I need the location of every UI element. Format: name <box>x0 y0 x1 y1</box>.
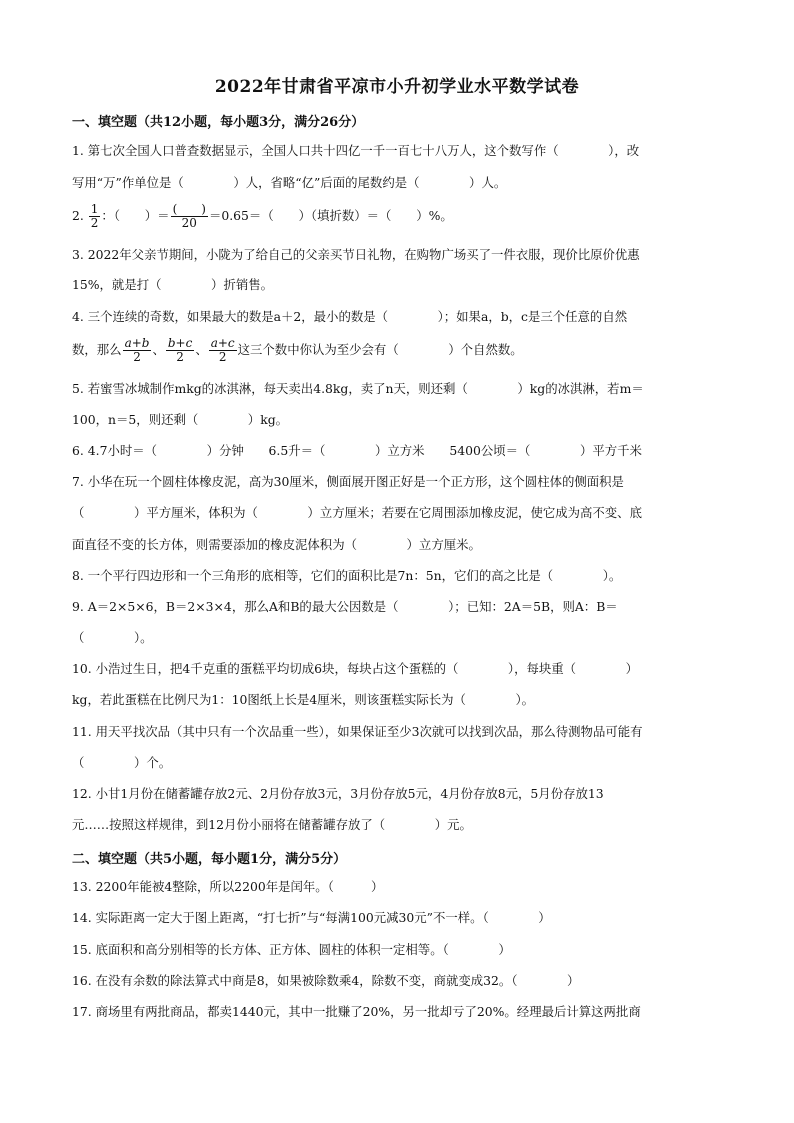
exam-title: 2022年甘肃省平凉市小升初学业水平数学试卷 <box>214 77 580 97</box>
q4-l2-post: 这三个数中你认为至少会有（ ）个自然数。 <box>237 342 523 357</box>
q10-line1: 10. 小浩过生日，把4千克重的蛋糕平均切成6块，每块占这个蛋糕的（ ），每块重（ ） <box>72 661 639 676</box>
q4-f2-denominator: 2 <box>176 350 184 364</box>
q4-f3-denominator: 2 <box>218 350 227 364</box>
q1-line2: 写用“万”作单位是（ ）人，省略“亿”后面的尾数约是（ ）人。 <box>72 175 507 190</box>
q7-line3: 面直径不变的长方体，则需要添加的橡皮泥体积为（ ）立方厘米。 <box>72 537 481 552</box>
q8-line1: 8. 一个平行四边形和一个三角形的底相等，它们的面积比是7n：5n，它们的高之比是（ ）。 <box>72 568 622 583</box>
q4-f2-numerator: b+c <box>167 336 193 350</box>
q4-sep1: 、 <box>152 342 165 357</box>
q9-line1: 9. A＝2×5×6，B＝2×3×4，那么A和B的最大公因数是（ ）；已知：2A＝5B，则A：B＝ <box>72 599 618 614</box>
q11-line2: （ ）个。 <box>72 755 172 770</box>
q7-line2: （ ）平方厘米，体积为（ ）立方厘米；若要在它周围添加橡皮泥，使它成为高不变、底 <box>72 505 642 520</box>
q4-f1-denominator: 2 <box>133 350 141 364</box>
q3-line1: 3. 2022年父亲节期间，小陇为了给自己的父亲买节日礼物，在购物广场买了一件衣服，现价比原价优惠 <box>72 247 640 262</box>
q1-line1: 1. 第七次全国人口普查数据显示，全国人口共十四亿一千一百七十八万人，这个数写作（ ），改 <box>72 143 640 158</box>
q12-line2: 元……按照这样规律，到12月份小丽将在储蓄罐存放了（ ）元。 <box>72 817 472 832</box>
q2-line <box>72 203 453 230</box>
q15-line1: 15. 底面积和高分别相等的长方体、正方体、圆柱的体积一定相等。（ ） <box>72 942 511 957</box>
section-1-heading: 一、填空题（共12小题，每小题3分，满分26分） <box>72 115 365 130</box>
q3-line2: 15%，就是打（ ）折销售。 <box>72 277 274 292</box>
q17-line1: 17. 商场里有两批商品，都卖1440元，其中一批赚了20%，另一批却亏了20%。经理最后计算这两批商 <box>72 1004 641 1019</box>
q2-mid: ：（ ）＝ <box>101 208 170 223</box>
q2-fraction-20 <box>171 203 208 230</box>
section-2-heading: 二、填空题（共5小题，每小题1分，满分5分） <box>72 852 347 867</box>
q2-f1-denominator: 2 <box>90 216 99 230</box>
q2-f2-numerator: ( ) <box>172 202 206 216</box>
q4-sep2: 、 <box>195 342 208 357</box>
q5-line1: 5. 若蜜雪冰城制作mkg的冰淇淋，每天卖出4.8kg，卖了n天，则还剩（ ）kg的冰淇淋，若m＝ <box>72 381 644 396</box>
q9-line2: （ ）。 <box>72 630 153 645</box>
q14-line1: 14. 实际距离一定大于图上距离，“打七折”与“每满100元减30元”不一样。（ ） <box>72 910 551 925</box>
q7-line1: 7. 小华在玩一个圆柱体橡皮泥，高为30厘米，侧面展开图正好是一个正方形，这个圆柱体的侧面积是 <box>72 474 624 489</box>
q12-line1: 12. 小甘1月份在储蓄罐存放2元、2月份存放3元，3月份存放5元，4月份存放8元，5月份存放13 <box>72 786 604 801</box>
q2-f1-numerator: 1 <box>90 202 99 216</box>
q4-l2-prefix: 数，那么 <box>72 342 122 357</box>
q4-fraction-ab <box>123 337 152 364</box>
q4-fraction-ac <box>209 337 237 364</box>
q2-f2-denominator: 20 <box>181 216 197 230</box>
q16-line1: 16. 在没有余数的除法算式中商是8，如果被除数乘4，除数不变，商就变成32。（ ） <box>72 973 580 988</box>
q4-f1-numerator: a+b <box>124 336 150 350</box>
q13-line1: 13. 2200年能被4整除，所以2200年是闰年。（ ） <box>72 879 384 894</box>
q4-f3-numerator: a+c <box>210 336 235 350</box>
q10-line2: kg，若此蛋糕在比例尺为1：10图纸上长是4厘米，则该蛋糕实际长为（ ）。 <box>72 692 535 707</box>
q2-fraction-half <box>89 203 101 230</box>
q4-line1: 4. 三个连续的奇数，如果最大的数是a＋2，最小的数是（ ）；如果a，b，c是三个任意的自然 <box>72 309 628 324</box>
q4-fraction-bc <box>166 337 194 364</box>
q2-rest: ＝0.65＝（ ）（填折数）＝（ ）%。 <box>208 208 453 223</box>
q11-line1: 11. 用天平找次品（其中只有一个次品重一些），如果保证至少3次就可以找到次品，那么待测物品可能有 <box>72 724 643 739</box>
q5-line2: 100，n＝5，则还剩（ ）kg。 <box>72 412 289 427</box>
q4-line2 <box>72 337 523 364</box>
q6-line1: 6. 4.7小时＝（ ）分钟 6.5升＝（ ）立方米 5400公顷＝（ ）平方千米 <box>72 443 642 458</box>
q2-prefix: 2. <box>72 208 84 223</box>
